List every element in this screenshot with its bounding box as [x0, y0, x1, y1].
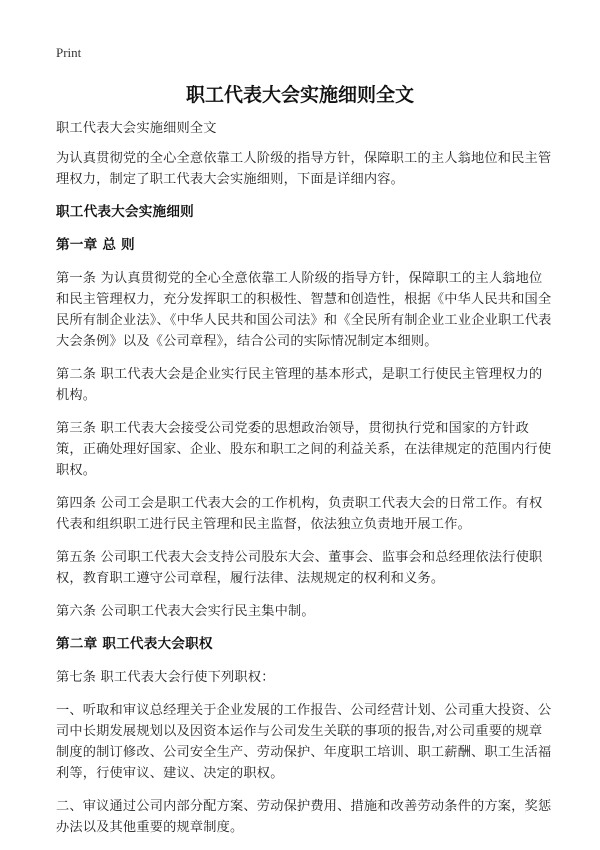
article-1: 第一条 为认真贯彻党的全心全意依靠工人阶级的指导方针，保障职工的主人翁地位和民主管理权力，充分发挥职工的积极性、智慧和创造性，根据《中华人民共和国全民所有制企业法》、《中华人民共和国公司法》和《全民所有制企业工业企业职工代表大会条例》以及《公司章程》，结合公司的实际情况制定本细则。	[56, 271, 552, 349]
chapter-2-heading: 第二章 职工代表大会职权	[56, 636, 213, 652]
article-2: 第二条 职工代表大会是企业实行民主管理的基本形式，是职工行使民主管理权力的机构。	[56, 367, 543, 403]
article-3: 第三条 职工代表大会接受公司党委的思想政治领导，贯彻执行党和国家的方针政策，正确处理好国家、企业、股东和职工之间的利益关系，在法律规定的范围内行使职权。	[56, 421, 552, 478]
article-4: 第四条 公司工会是职工代表大会的工作机构，负责职工代表大会的日常工作。有权代表和组织职工进行民主管理和民主监督，依法独立负责地开展工作。	[56, 496, 543, 532]
article-6: 第六条 公司职工代表大会实行民主集中制。	[56, 604, 315, 619]
article-7-item-2: 二、审议通过公司内部分配方案、劳动保护费用、措施和改善劳动条件的方案，奖惩办法以及其他重要的规章制度。	[56, 799, 552, 835]
section-heading: 职工代表大会实施细则	[56, 204, 194, 220]
page-title: 职工代表大会实施细则全文	[185, 84, 414, 106]
article-5: 第五条 公司职工代表大会支持公司股东大会、董事会、监事会和总经理依法行使职权，教育职工遵守公司章程，履行法律、法规规定的权利和义务。	[56, 550, 543, 586]
document-body	[56, 118, 552, 850]
intro-paragraph: 为认真贯彻党的全心全意依靠工人阶级的指导方针，保障职工的主人翁地位和民主管理权力，制定了职工代表大会实施细则，下面是详细内容。	[56, 151, 552, 187]
document-subtitle: 职工代表大会实施细则全文	[56, 121, 217, 136]
chapter-1-heading: 第一章 总 则	[56, 237, 135, 253]
print-link[interactable]: Print	[56, 45, 82, 60]
article-7-item-1: 一、听取和审议总经理关于企业发展的工作报告、公司经营计划、公司重大投资、公司中长期发展规划以及因资本运作与公司发生关联的事项的报告,对公司重要的规章制度的制订修改、公司安全生产、劳动保护、年度职工培训、职工薪酬、职工生活福利等，行使审议、建议、决定的职权。	[56, 703, 552, 781]
article-7: 第七条 职工代表大会行使下列职权：	[56, 670, 275, 685]
